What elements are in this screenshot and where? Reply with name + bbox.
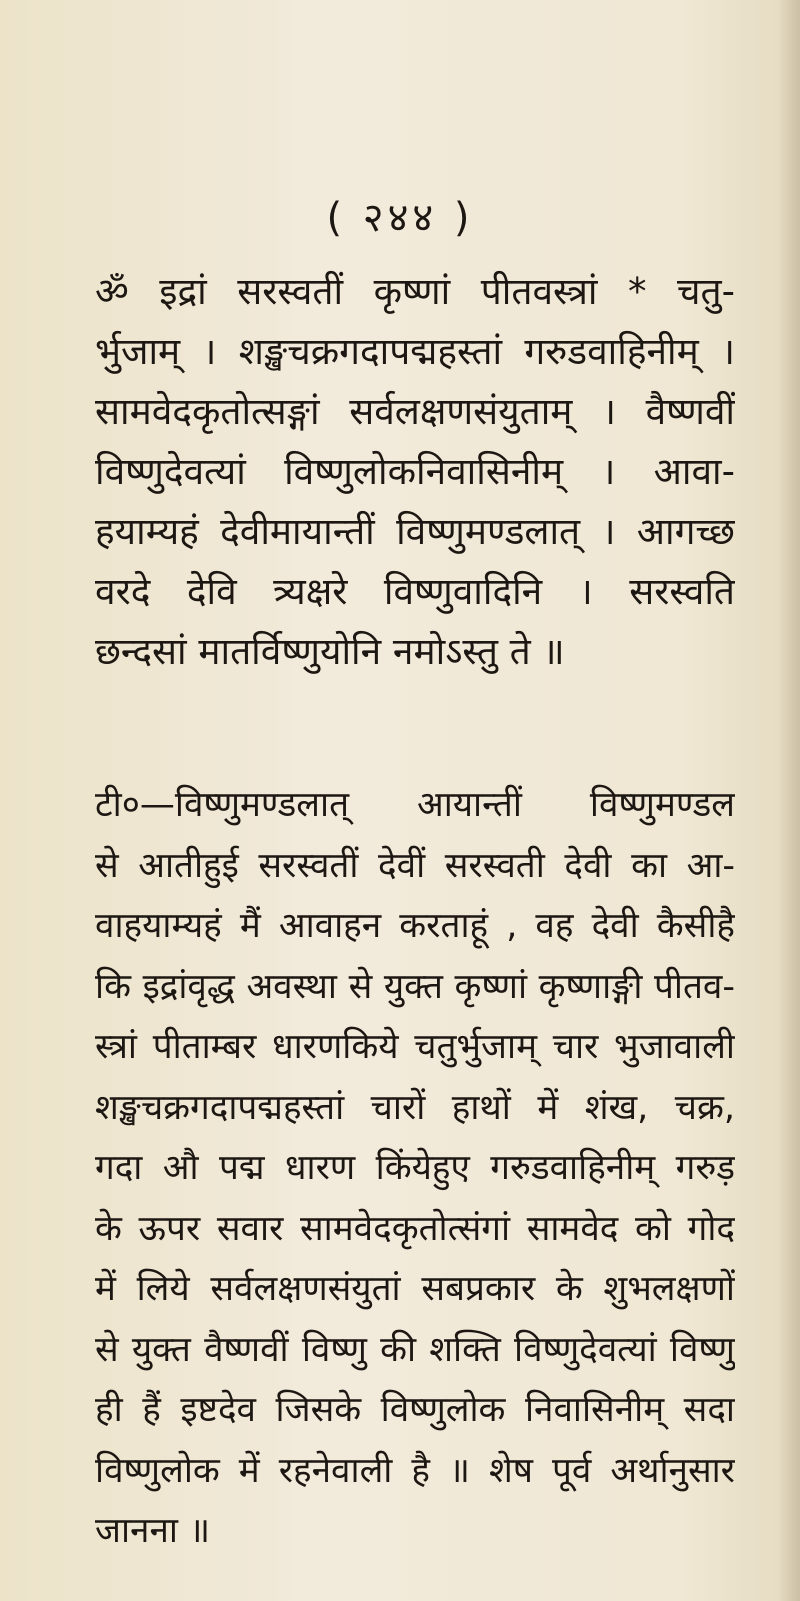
commentary-line: वाहयाम्यहं मैं आवाहन करताहूं , वह देवी कैसीहै	[95, 906, 735, 946]
page-number: ( २४४ )	[326, 195, 474, 241]
commentary-block	[95, 775, 735, 1562]
commentary-line: से युक्त वैष्णवीं विष्णु की शक्ति विष्णुदेवत्यां विष्णु	[95, 1329, 735, 1370]
commentary-line: ही हैं इष्टदेव जिसके विष्णुलोक निवासिनीम् सदा	[95, 1390, 735, 1430]
commentary-line: स्त्रां पीताम्बर धारणकिये चतुर्भुजाम् चार भुजावाली	[95, 1027, 735, 1067]
page-edge-shadow	[778, 0, 800, 1601]
commentary-line: के ऊपर सवार सामवेदकृतोत्संगां सामवेद को गोद	[95, 1208, 735, 1249]
verse-line: र्भुजाम् । शङ्खचक्रगदापद्महस्तां गरुडवाहिनीम् ।	[95, 330, 735, 373]
commentary-line: जानना ॥	[95, 1511, 211, 1551]
verse-block	[95, 262, 735, 682]
commentary-line: गदा औ पद्म धारण किंयेहुए गरुडवाहिनीम् गरुड़	[95, 1148, 735, 1188]
commentary-line: से आतीहुई सरस्वतीं देवीं सरस्वती देवी का आ-	[95, 845, 735, 886]
commentary-line: कि इद्रांवृद्ध अवस्था से युक्त कृष्णां कृष्णाङ्गी पीतव-	[95, 966, 735, 1007]
commentary-line: शङ्खचक्रगदापद्महस्तां चारों हाथों में शंख, चक्र,	[95, 1087, 735, 1128]
verse-line: हयाम्यहं देवीमायान्तीं विष्णुमण्डलात् । आगच्छ	[95, 510, 735, 553]
verse-line: विष्णुदेवत्यां विष्णुलोकनिवासिनीम् । आवा-	[95, 450, 735, 493]
verse-line: छन्दसां मातर्विष्णुयोनि नमोऽस्तु ते ॥	[95, 630, 565, 673]
verse-line: सामवेदकृतोत्सङ्गां सर्वलक्षणसंयुताम् । वैष्णवीं	[95, 390, 735, 433]
commentary-line: में लिये सर्वलक्षणसंयुतां सबप्रकार के शुभलक्षणों	[95, 1269, 735, 1309]
verse-line: वरदे देवि त्र्यक्षरे विष्णुवादिनि । सरस्वति	[95, 570, 735, 613]
commentary-line: टी०—विष्णुमण्डलात् आयान्तीं विष्णुमण्डल	[95, 785, 735, 825]
verse-line: ॐ इद्रां सरस्वतीं कृष्णां पीतवस्त्रां * चतु-	[95, 270, 735, 313]
commentary-line: विष्णुलोक में रहनेवाली है ॥ शेष पूर्व अर्थानुसार	[95, 1450, 735, 1491]
